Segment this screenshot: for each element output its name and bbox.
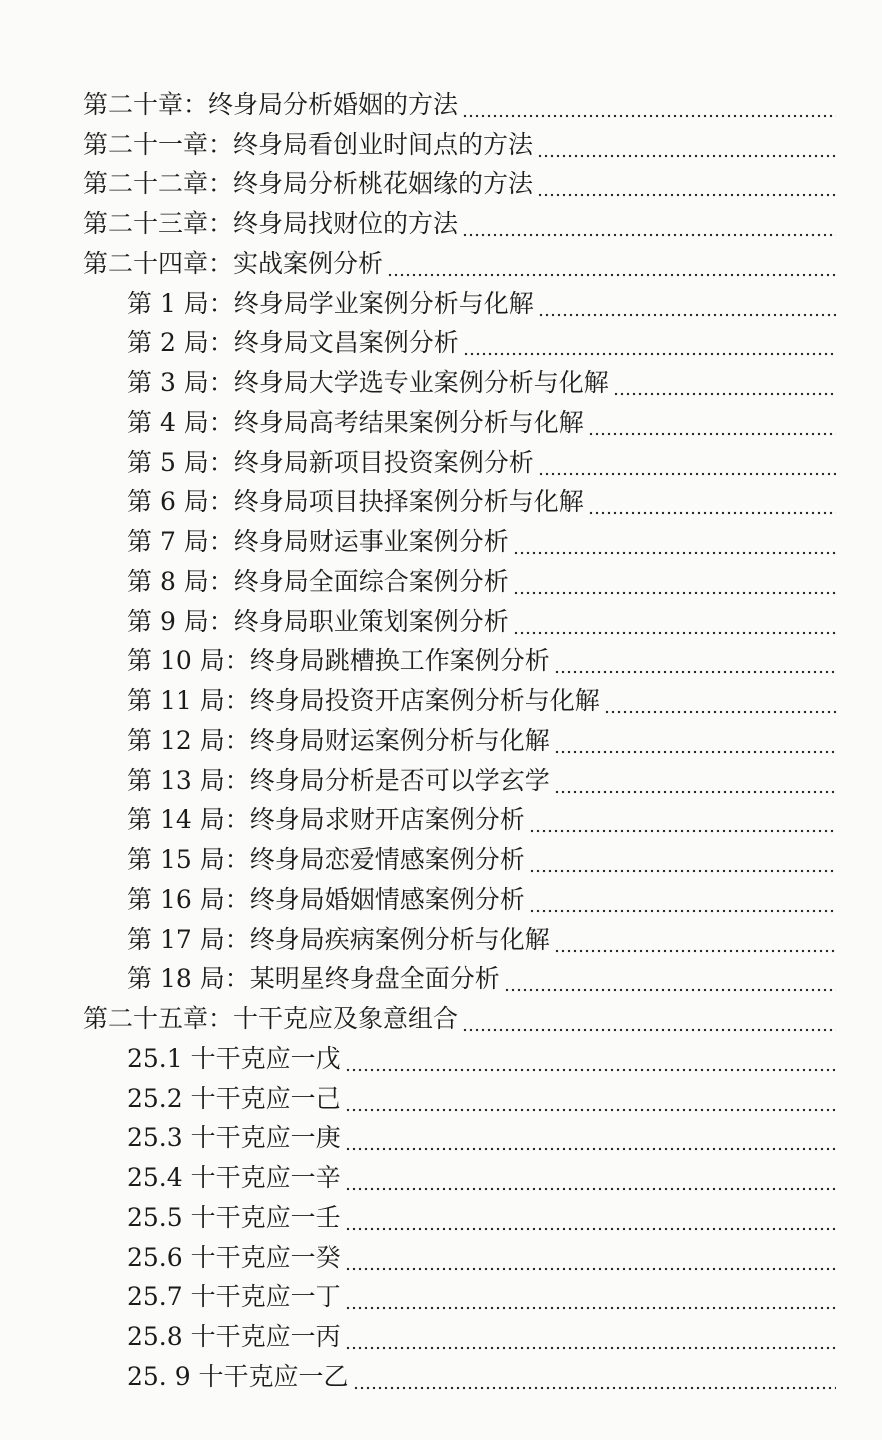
toc-section-row xyxy=(0,642,882,682)
toc-entry-title: 第 18 局：某明星终身盘全面分析 xyxy=(127,964,500,994)
toc-entry-title: 25.8 十干克应一丙 xyxy=(127,1322,341,1352)
toc-entry-title: 第 7 局：终身局财运事业案例分析 xyxy=(127,527,509,557)
toc-section-row xyxy=(0,761,882,801)
dot-leader xyxy=(462,1004,836,1034)
toc-section-row xyxy=(0,840,882,880)
toc-section-row xyxy=(0,602,882,642)
dot-leader xyxy=(345,1243,836,1273)
toc-entry-title: 第 14 局：终身局求财开店案例分析 xyxy=(127,805,525,835)
toc-section-row xyxy=(0,284,882,324)
dot-leader xyxy=(554,646,836,676)
toc-section-row xyxy=(0,1278,882,1318)
toc-entry-title: 第 1 局：终身局学业案例分析与化解 xyxy=(127,288,534,318)
dot-leader xyxy=(504,964,836,994)
dot-leader xyxy=(462,90,836,120)
toc-section-row xyxy=(0,403,882,443)
dot-leader xyxy=(513,527,836,557)
toc-section-row xyxy=(0,1198,882,1238)
toc-entry-title: 第 2 局：终身局文昌案例分析 xyxy=(127,328,459,358)
toc-entry-title: 第 17 局：终身局疾病案例分析与化解 xyxy=(127,924,550,954)
dot-leader xyxy=(554,726,836,756)
toc-entry-title: 25.7 十干克应一丁 xyxy=(127,1282,341,1312)
toc-chapter-row xyxy=(0,204,882,244)
dot-leader xyxy=(554,925,836,955)
dot-leader xyxy=(387,249,836,279)
toc-entry-title: 25. 9 十干克应一乙 xyxy=(127,1361,349,1391)
toc-entry-title: 25.3 十干克应一庚 xyxy=(127,1123,341,1153)
toc-entry-title: 第 10 局：终身局跳槽换工作案例分析 xyxy=(127,646,550,676)
toc-section-row xyxy=(0,880,882,920)
dot-leader xyxy=(588,408,836,438)
dot-leader xyxy=(463,328,836,358)
dot-leader xyxy=(529,845,836,875)
dot-leader xyxy=(554,766,836,796)
toc-entry-title: 第二十二章：终身局分析桃花姻缘的方法 xyxy=(83,169,534,199)
toc-chapter-row xyxy=(0,165,882,205)
toc-section-row xyxy=(0,1158,882,1198)
dot-leader xyxy=(345,1203,836,1233)
dot-leader xyxy=(513,567,836,597)
toc-entry-title: 25.6 十干克应一癸 xyxy=(127,1242,341,1272)
toc-entry-title: 第二十三章：终身局找财位的方法 xyxy=(83,209,459,239)
toc-entry-title: 第 8 局：终身局全面综合案例分析 xyxy=(127,566,509,596)
toc-entry-title: 第 9 局：终身局职业策划案例分析 xyxy=(127,606,509,636)
dot-leader xyxy=(345,1123,836,1153)
dot-leader xyxy=(537,130,836,160)
toc-section-row xyxy=(0,801,882,841)
toc-chapter-row xyxy=(0,125,882,165)
toc-section-row xyxy=(0,483,882,523)
toc-section-row xyxy=(0,1317,882,1357)
dot-leader xyxy=(529,805,836,835)
toc-section-row xyxy=(0,1357,882,1397)
dot-leader xyxy=(345,1282,836,1312)
toc-entry-title: 第 12 局：终身局财运案例分析与化解 xyxy=(127,725,550,755)
dot-leader xyxy=(345,1163,836,1193)
dot-leader xyxy=(462,209,836,239)
table-of-contents xyxy=(0,85,882,1397)
toc-entry-title: 25.2 十干克应一己 xyxy=(127,1083,341,1113)
toc-section-row xyxy=(0,1079,882,1119)
dot-leader xyxy=(537,169,836,199)
toc-entry-title: 第 13 局：终身局分析是否可以学玄学 xyxy=(127,765,550,795)
toc-section-row xyxy=(0,562,882,602)
dot-leader xyxy=(345,1322,836,1352)
dot-leader xyxy=(353,1362,836,1392)
toc-chapter-row xyxy=(0,999,882,1039)
toc-entry-title: 第 5 局：终身局新项目投资案例分析 xyxy=(127,447,534,477)
toc-chapter-row xyxy=(0,244,882,284)
toc-section-row xyxy=(0,363,882,403)
dot-leader xyxy=(345,1044,836,1074)
toc-entry-title: 第 15 局：终身局恋爱情感案例分析 xyxy=(127,845,525,875)
toc-section-row xyxy=(0,1119,882,1159)
toc-entry-title: 第 6 局：终身局项目抉择案例分析与化解 xyxy=(127,487,584,517)
dot-leader xyxy=(613,368,836,398)
toc-entry-title: 25.4 十干克应一辛 xyxy=(127,1163,341,1193)
toc-chapter-row xyxy=(0,85,882,125)
toc-entry-title: 第二十四章：实战案例分析 xyxy=(83,248,384,278)
toc-section-row xyxy=(0,920,882,960)
toc-entry-title: 第二十五章：十干克应及象意组合 xyxy=(83,1004,459,1034)
dot-leader xyxy=(588,487,836,517)
toc-entry-title: 25.5 十干克应一壬 xyxy=(127,1202,341,1232)
toc-section-row xyxy=(0,1039,882,1079)
toc-entry-title: 25.1 十干克应一戊 xyxy=(127,1043,341,1073)
toc-entry-title: 第 11 局：终身局投资开店案例分析与化解 xyxy=(127,686,600,716)
toc-section-row xyxy=(0,681,882,721)
toc-entry-title: 第二十一章：终身局看创业时间点的方法 xyxy=(83,129,534,159)
dot-leader xyxy=(513,607,836,637)
toc-section-row xyxy=(0,522,882,562)
dot-leader xyxy=(538,448,836,478)
toc-section-row xyxy=(0,443,882,483)
toc-section-row xyxy=(0,721,882,761)
dot-leader xyxy=(604,686,836,716)
toc-section-row xyxy=(0,1238,882,1278)
toc-entry-title: 第 4 局：终身局高考结果案例分析与化解 xyxy=(127,407,584,437)
dot-leader xyxy=(529,885,836,915)
dot-leader xyxy=(345,1084,836,1114)
dot-leader xyxy=(538,289,836,319)
toc-entry-title: 第 16 局：终身局婚姻情感案例分析 xyxy=(127,884,525,914)
toc-section-row xyxy=(0,960,882,1000)
toc-entry-title: 第二十章：终身局分析婚姻的方法 xyxy=(83,89,459,119)
toc-section-row xyxy=(0,324,882,364)
toc-entry-title: 第 3 局：终身局大学选专业案例分析与化解 xyxy=(127,368,609,398)
